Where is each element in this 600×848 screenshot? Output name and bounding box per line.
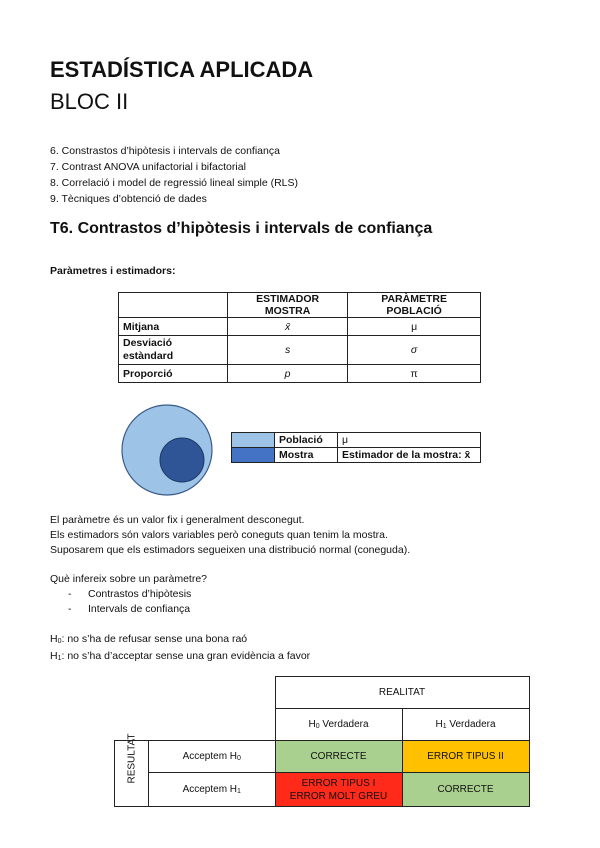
section-title: T6. Contrastos d’hipòtesis i intervals de confiança xyxy=(50,220,433,237)
legend-swatch-population xyxy=(232,433,275,448)
hypothesis-h1: H1: no s’ha d’acceptar sense una gran evidència a favor xyxy=(50,650,311,662)
text-line: El paràmetre és un valor fix i generalment desconegut. xyxy=(50,514,305,526)
toc-item: 7. Contrast ANOVA unifactorial i bifactorial xyxy=(50,161,246,173)
estimators-table xyxy=(118,292,481,383)
table-of-contents xyxy=(50,143,298,207)
legend-label: Mostra xyxy=(275,448,338,463)
diagram-legend xyxy=(231,432,481,463)
estimator-cell: x̄ xyxy=(228,318,348,336)
toc-item: 8. Correlació i model de regressió lineal simple (RLS) xyxy=(50,177,299,189)
inference-question xyxy=(50,572,207,587)
col-header-h1: H1 Verdadera xyxy=(402,709,529,741)
hypothesis-h0: H0: no s’ha de refusar sense una bona raó xyxy=(50,633,248,645)
resultat-header: RESULTAT xyxy=(115,741,149,807)
document-title: ESTADÍSTICA APLICADA xyxy=(50,57,314,82)
legend-desc: Estimador de la mostra: x̄ xyxy=(338,448,481,463)
estimator-cell: s xyxy=(228,336,348,365)
col-header-h0: H0 Verdadera xyxy=(275,709,402,741)
bullet-item: - Intervals de confiança xyxy=(68,603,191,615)
table-header: PARÀMETRE POBLACIÓ xyxy=(348,293,481,318)
row-label: Mitjana xyxy=(119,318,228,336)
cell-correct: CORRECTE xyxy=(402,773,529,807)
row-header-h1: Acceptem H1 xyxy=(149,773,276,807)
legend-label: Població xyxy=(275,433,338,448)
legend-swatch-sample xyxy=(232,448,275,463)
estimator-cell: p xyxy=(228,365,348,383)
cell-correct: CORRECTE xyxy=(275,741,402,773)
inference-bullets xyxy=(68,587,191,617)
text-line: Els estimadors són valors variables però coneguts quan tenim la mostra. xyxy=(50,529,388,541)
toc-item: 9. Tècniques d’obtenció de dades xyxy=(50,193,207,205)
hypotheses xyxy=(50,632,310,666)
paragraph-estimators xyxy=(50,513,410,558)
row-header-h0: Acceptem H0 xyxy=(149,741,276,773)
realitat-header: REALITAT xyxy=(275,677,529,709)
toc-item: 6. Constrastos d’hipòtesis i intervals de confiança xyxy=(50,145,280,157)
legend-desc: μ xyxy=(338,433,481,448)
text-line: Què infereix sobre un paràmetre? xyxy=(50,573,208,585)
params-heading: Paràmetres i estimadors: xyxy=(50,265,176,277)
parameter-cell: μ xyxy=(348,318,481,336)
row-label: Proporció xyxy=(119,365,228,383)
table-header-empty xyxy=(119,293,228,318)
parameter-cell: σ xyxy=(348,336,481,365)
text-line: Suposarem que els estimadors segueixen una distribució normal (coneguda). xyxy=(50,544,411,556)
cell-error-type-ii: ERROR TIPUS II xyxy=(402,741,529,773)
bullet-item: - Contrastos d’hipòtesis xyxy=(68,588,192,600)
table-header: ESTIMADOR MOSTRA xyxy=(228,293,348,318)
cell-error-type-i: ERROR TIPUS I ERROR MOLT GREU xyxy=(275,773,402,807)
decision-table xyxy=(114,676,530,807)
sample-circle xyxy=(160,438,204,482)
population-sample-diagram xyxy=(120,403,214,497)
parameter-cell: π xyxy=(348,365,481,383)
document-subtitle: BLOC II xyxy=(50,89,129,114)
row-label: Desviació estàndard xyxy=(119,336,228,365)
